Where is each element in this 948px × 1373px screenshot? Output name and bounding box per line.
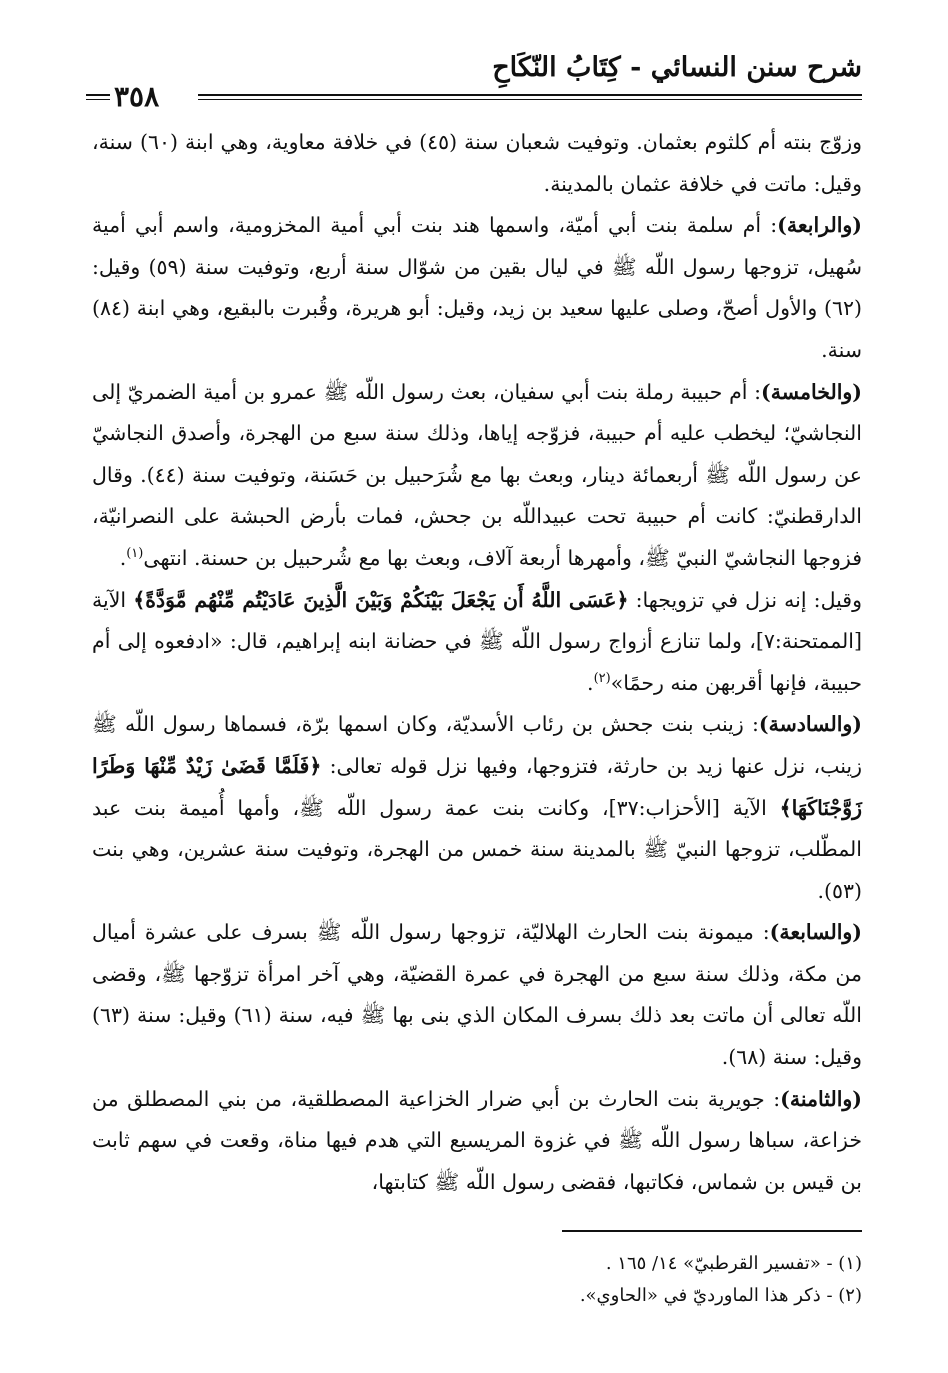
- paragraph-text: : أم سلمة بنت أبي أميّة، واسمها هند بنت أبي أمية المخزومية، واسم أبي أمية سُهيل، تزوجها رسول اللّه ﷺ في ليال بقين من شوّال سنة أربع، وتوفيت سنة (٥٩) وقيل: (٦٢) والأول أصحّ، وصلى عليها سعيد بن زيد، وقيل: أبو هريرة، وقُبرت بالبقيع، وهي ابنة (٨٤) سنة.: [92, 213, 863, 362]
- paragraph: [92, 122, 862, 205]
- paragraph-text: وزوّج بنته أم كلثوم بعثمان. وتوفيت شعبان سنة (٤٥) في خلافة معاوية، وهي ابنة (٦٠) سنة، وقيل: ماتت في خلافة عثمان بالمدينة.: [92, 130, 862, 196]
- header-rule: [198, 94, 862, 100]
- paragraph-text: : أم حبيبة رملة بنت أبي سفيان، بعث رسول اللّه ﷺ عمرو بن أمية الضمريّ إلى النجاشيّ؛ ليخطب عليه أم حبيبة، فزوّجه إياها، وذلك سنة سبع من الهجرة، وأصدق النجاشيّ عن رسول اللّه ﷺ أربعمائة دينار، وبعث بها مع شُرَحبيل بن حَسَنة، وتوفيت سنة (٤٤). وقال الدارقطنيّ: كانت أم حبيبة تحت عبيداللّه بن جحش، فمات بأرض الحبشة على النصرانيّة، فزوجها النجاشيّ النبيّ ﷺ، وأمهرها أربعة آلاف، وبعث بها مع شُرحبيل بن حسنة. انتهى: [92, 379, 862, 570]
- page-number: ٣٥٨: [114, 80, 160, 113]
- paragraph: [92, 372, 862, 580]
- main-text: [92, 122, 862, 1203]
- quran-verse: ﴿عَسَى اللَّهُ أَن يَجْعَلَ بَيْنَكُمْ وَبَيْنَ الَّذِينَ عَادَيْتُم مِّنْهُم مَّوَدَّةً﴾: [133, 587, 629, 612]
- paragraph-lead: (والخامسة): [761, 379, 862, 404]
- footnote-marker: (١): [126, 546, 144, 562]
- paragraph-lead: (والرابعة): [777, 213, 862, 238]
- quran-verse: ﴿فَلَمَّا قَضَىٰ زَيْدٌ مِّنْهَا وَطَرًا زَوَّجْنَاكَهَا﴾: [92, 753, 862, 820]
- paragraph-text: : جويرية بنت الحارث بن أبي ضرار الخزاعية المصطلقية، من بني المصطلق من خزاعة، سباها رسول اللّه ﷺ في غزوة المريسيع التي هدم فيها مناة، وقعت في سهم ثابت بن قيس بن شماس، فكاتبها، فقضى رسول اللّه ﷺ كتابتها،: [92, 1086, 862, 1194]
- footnote-separator: [562, 1230, 862, 1232]
- footnote-marker: (٢): [593, 670, 611, 686]
- paragraph: [92, 580, 862, 705]
- running-title: شرح سنن النسائي - كِتَابُ النّكَاحِ: [492, 52, 862, 83]
- paragraph-text-continued: الآية [الممتحنة:٧]، ولما تنازع أزواج رسول اللّه ﷺ في حضانة ابنه إبراهيم، قال: «ادفعوه إلى أم حبيبة، فإنها أقربهن منه رحمًا»: [92, 587, 862, 695]
- paragraph-text: : زينب بنت جحش بن رئاب الأسديّة، وكان اسمها برّة، فسماها رسول اللّه ﷺ زينب، نزل عنها زيد بن حارثة، فتزوجها، وفيها نزل قوله تعالى:: [92, 712, 863, 778]
- paragraph-lead: (والسادسة): [758, 712, 862, 737]
- footnote: (١) - «تفسير القرطبيّ» ١٤/ ١٦٥ .: [605, 1253, 862, 1274]
- footnote: (٢) - ذكر هذا الماورديّ في «الحاوي».: [579, 1285, 862, 1306]
- paragraph-end: .: [587, 670, 594, 695]
- paragraph: [92, 1079, 862, 1204]
- paragraph: [92, 205, 862, 371]
- paragraph-text: وقيل: إنه نزل في تزويجها:: [628, 587, 862, 612]
- page-header: [86, 52, 862, 112]
- paragraph-lead: (والسابعة): [769, 920, 862, 945]
- footnotes: [300, 1248, 862, 1312]
- paragraph: [92, 912, 862, 1078]
- header-rule-short: [86, 94, 110, 100]
- paragraph-text-continued: الآية [الأحزاب:٣٧]، وكانت بنت عمة رسول اللّه ﷺ، وأمها أُميمة بنت عبد المطّلب، تزوجها النبيّ ﷺ بالمدينة سنة خمس من الهجرة، وتوفيت سنة عشرين، وهي بنت (٥٣).: [92, 795, 862, 903]
- paragraph-lead: (والثامنة): [780, 1086, 862, 1111]
- paragraph-text: : ميمونة بنت الحارث الهلاليّة، تزوجها رسول اللّه ﷺ بسرف على عشرة أميال من مكة، وذلك سنة سبع من الهجرة في عمرة القضيّة، وهي آخر امرأة تزوّجها ﷺ، وقضى اللّه تعالى أن ماتت بعد ذلك بسرف المكان الذي بنى بها ﷺ فيه، سنة (٦١) وقيل: سنة (٦٣) وقيل: سنة (٦٨).: [92, 920, 862, 1070]
- paragraph-end: .: [119, 545, 127, 570]
- paragraph: [92, 704, 862, 912]
